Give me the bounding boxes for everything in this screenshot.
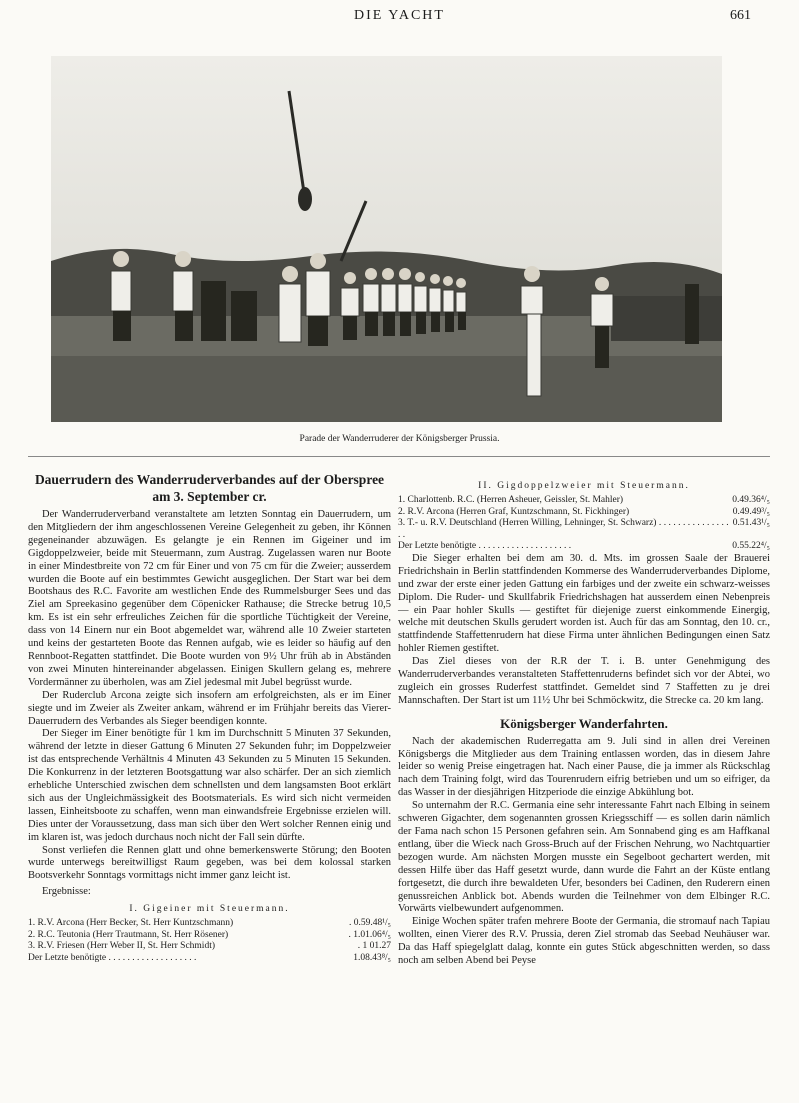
- result-row: [28, 930, 391, 942]
- result-name: 1. R.V. Arcona (Herr Becker, St. Herr Kuntzschmann): [28, 918, 234, 929]
- result-row: [398, 541, 770, 553]
- result-time: 1.08.43⁸/₅: [353, 952, 391, 963]
- result-name: 2. R.V. Arcona (Herren Graf, Kuntzschmann, St. Fickhinger): [398, 506, 630, 517]
- paragraph: Der Wanderruderverband veranstaltete am letzten Sonntag ein Dauerrudern, um den Mitgliedern der ihm angeschlossenen Vereine Gelegenheit zu geben, ihr Können gegeneinander abzuwägen. Es gelangte je ein Rennen im Gigeiner und im Gigdoppelzweier, beide mit Steuermann, zum Austrag. Zugelassen waren nur Boote in einer Mindestbreite von 72 cm für Einer und von 75 cm für die Zweier; ausserdem wurden die Boote auf ein bestimmtes Gewicht ausgeglichen. Der Start war bei dem Bootshaus des R.C. Favorite am westlichen Ende des Rummelsburger Sees und das Ziel am Spreekasino gegenüber dem Cöpenicker Rathause; die Strecke betrug 10,5 km. Es ist ein sehr erfreuliches Zeichen für die sportliche Tüchtigkeit der Vereine, dass von 14 Einern nur ein Boot abgemeldet war, während alle 10 Zweier starteten und keins der gestarteten Boote das Rennen aufgab, wie es leider so häufig auf den Rennboot-Regatten stattfindet. Die Boote wurden von 9½ Uhr früh ab in Abständen von zwei Minuten hintereinander abgelassen. Einigen Skullern gelang es, mehrere Vordermänner zu überholen, was am Ziel jedesmal mit Jubel begrüsst wurde.: [28, 509, 391, 688]
- result-time: 0.49.36⁴/₅: [732, 494, 770, 505]
- result-row: [28, 918, 391, 930]
- result-row: [398, 495, 770, 507]
- paragraph: Der Sieger im Einer benötigte für 1 km im Durchschnitt 5 Minuten 37 Sekunden, während der letzte in dieser Gattung 6 Minuten 27 Sekunden fuhr; im Doppelzweier ist das entsprechende Verhältnis 4 Minuten 43 Sekunden zu 5 Minuten 15 Sekunden. Die Konkurrenz in der letzteren Bootsgattung war also schärfer. Der an sich ziemlich erhebliche Unterschied zwischen dem schnellsten und dem langsamsten Boot erklärt sich aus der Ungleichmässigkeit des Bootsmaterials. Es wird sich nicht vermeiden lassen, Einheitsboote zu schaffen, wenn man einwandsfreie Ergebnisse erzielen will. Dies unter der Voraussetzung, dass man sich über den Wert solcher Rennen einig und im klaren ist, was jedoch durchaus noch nicht der Fall sein dürfte.: [28, 728, 391, 843]
- page-number: 661: [730, 8, 751, 23]
- left-column: [28, 471, 391, 964]
- result-name: 2. R.C. Teutonia (Herr Trautmann, St. Herr Rösener): [28, 929, 229, 940]
- results-label: Ergebnisse:: [42, 886, 91, 898]
- result-time: . 0.59.48¹/₅: [348, 918, 391, 929]
- result-row: [398, 518, 770, 541]
- result-row: [28, 953, 391, 965]
- result-row: [28, 941, 391, 953]
- paragraph: So unternahm der R.C. Germania eine sehr interessante Fahrt nach Elbing in seinem schweren Gigachter, dem sogenannten grossen Kriegsschiff — es sollen darin nämlich der Fama nach schon 15 Personen gefahren sein. Am Sonnabend ging es am Haffkanal entlang, über die Wieck nach Gross-Bruch auf der Frischen Nehrung, wo Nachtquartier bezogen wurde. Am nächsten Morgen musste ein Segelboot gechartert werden, mit dessen Hilfe über das Haff gesetzt wurde, dann wurde die Fahrt an der Küste entlang fortgesetzt, die durch ihre bewaldeten Ufer, besonders bei Cadinen, den Ruderern einen genussreichen Anblick bot. Abends wurden die Teilnehmer von dem Elbinger R.C. Vorwärts vielbewundert aufgenommen.: [398, 800, 770, 915]
- running-header: DIE YACHT: [354, 8, 445, 23]
- article-heading: Königsberger Wanderfahrten.: [500, 715, 668, 731]
- right-column: [398, 476, 770, 968]
- paragraph: Das Ziel dieses von der R.R der T. i. B. unter Genehmigung des Wanderruderverbandes veranstalteten Staffettenruderns befindet sich vor der Abtei, wo zugleich ein grosses Ruderfest stattfindet. Gemeldet sind 7 Staffetten zu je drei Mannschaften. Der Start ist um 11½ Uhr bei Schmöckwitz, die Strecke ca. 20 km lang.: [398, 656, 770, 706]
- paragraph: Nach der akademischen Ruderregatta am 9. Juli sind in allen drei Vereinen Königsbergs die Mitglieder aus dem Training entlassen worden, das in diesem Jahre leider so wenig Preise eingetragen hat. Nach einer Pause, die ja immer als Rückschlag nach dem Training folgt, wird das Tourenrudern eifrig betrieben und um so eifriger, da das Wasser in der diesjährigen Hitzperiode die einzige Abkühlung bot.: [398, 735, 770, 799]
- result-name: 1. Charlottenb. R.C. (Herren Asheuer, Geissler, St. Mahler): [398, 494, 624, 505]
- figure-caption: Parade der Wanderruderer der Königsberger Prussia.: [299, 434, 500, 444]
- paragraph: Die Sieger erhalten bei dem am 30. d. Mts. im grossen Saale der Brauerei Friedrichshain in Berlin stattfindenden Kommerse des Wanderruderverbandes Diplome, und zwar der erste einer jeden Gattung ein farbiges und der zweite ein schwarz-weisses Diplom. Die Ruder- und Skullfabrik Friedrichshagen hat ausserdem einen Nebenpreis — ein Paar hohler Skulls — gestiftet für diejenige zuerst einkommende Einergig, welche mit deutschen Skulls gerudert worden ist. Auch für das am Sonntag, den 10. cr., stattfindende Staffettenrudern hat diese Firma unter ähnlichen Bedingungen einen Satz hohler Riemen gestiftet.: [398, 552, 770, 655]
- parade-photo: [51, 56, 722, 422]
- result-name: Der Letzte benötigte . . . . . . . . . . . . . . . . . . . .: [398, 541, 572, 552]
- result-name: 3. T.- u. R.V. Deutschland (Herren Willing, Lehninger, St. Schwarz) . . . . . . . . . . . . . . . . .: [398, 518, 729, 540]
- result-time: 0.49.49³/₅: [732, 506, 770, 517]
- result-row: [398, 507, 770, 519]
- section-divider: [28, 456, 770, 457]
- result-time: 0.51.43¹/₅: [732, 518, 770, 529]
- article-heading: Dauerrudern des Wanderruderverbandes auf der Oberspree am 3. September cr.: [34, 472, 385, 504]
- paragraph: Sonst verliefen die Rennen glatt und ohne bemerkenswerte Störung; den Booten wurde unterwegs bereitwilligst Raum gegeben, was bei dem kolossal starken Bootsverkehr Sonntags vormittags nicht immer ganz leicht ist.: [28, 844, 391, 882]
- result-time: . 1 01.27: [357, 941, 391, 952]
- race-title: II. Gigdoppelzweier mit Steuermann.: [478, 481, 690, 491]
- result-time: 0.55.22⁴/₅: [732, 541, 770, 552]
- parade-photo-illustration: [51, 56, 722, 422]
- paragraph: Einige Wochen später trafen mehrere Boote der Germania, die stromauf nach Tapiau wollten, einen Vierer des R.V. Prussia, deren Ziel stromab das Seebad Neuhäuser war. Da das Haff spiegelglatt dalag, konnte ein gutes Stück abgeschnitten werden, so dass noch am selben Abend bei Peyse: [398, 916, 770, 967]
- result-name: Der Letzte benötigte . . . . . . . . . . . . . . . . . . .: [28, 952, 197, 963]
- paragraph: Der Ruderclub Arcona zeigte sich insofern am erfolgreichsten, als er im Einer siegte und im Zweier als Zweiter ankam, während er im Frühjahr bereits das Vierer-Dauerrudern des Verbandes als Sieger beendigen konnte.: [28, 689, 391, 727]
- result-time: . 1.01.06⁴/₅: [348, 929, 391, 940]
- race-title: I. Gigeiner mit Steuermann.: [129, 904, 290, 915]
- result-name: 3. R.V. Friesen (Herr Weber II, St. Herr Schmidt): [28, 941, 215, 952]
